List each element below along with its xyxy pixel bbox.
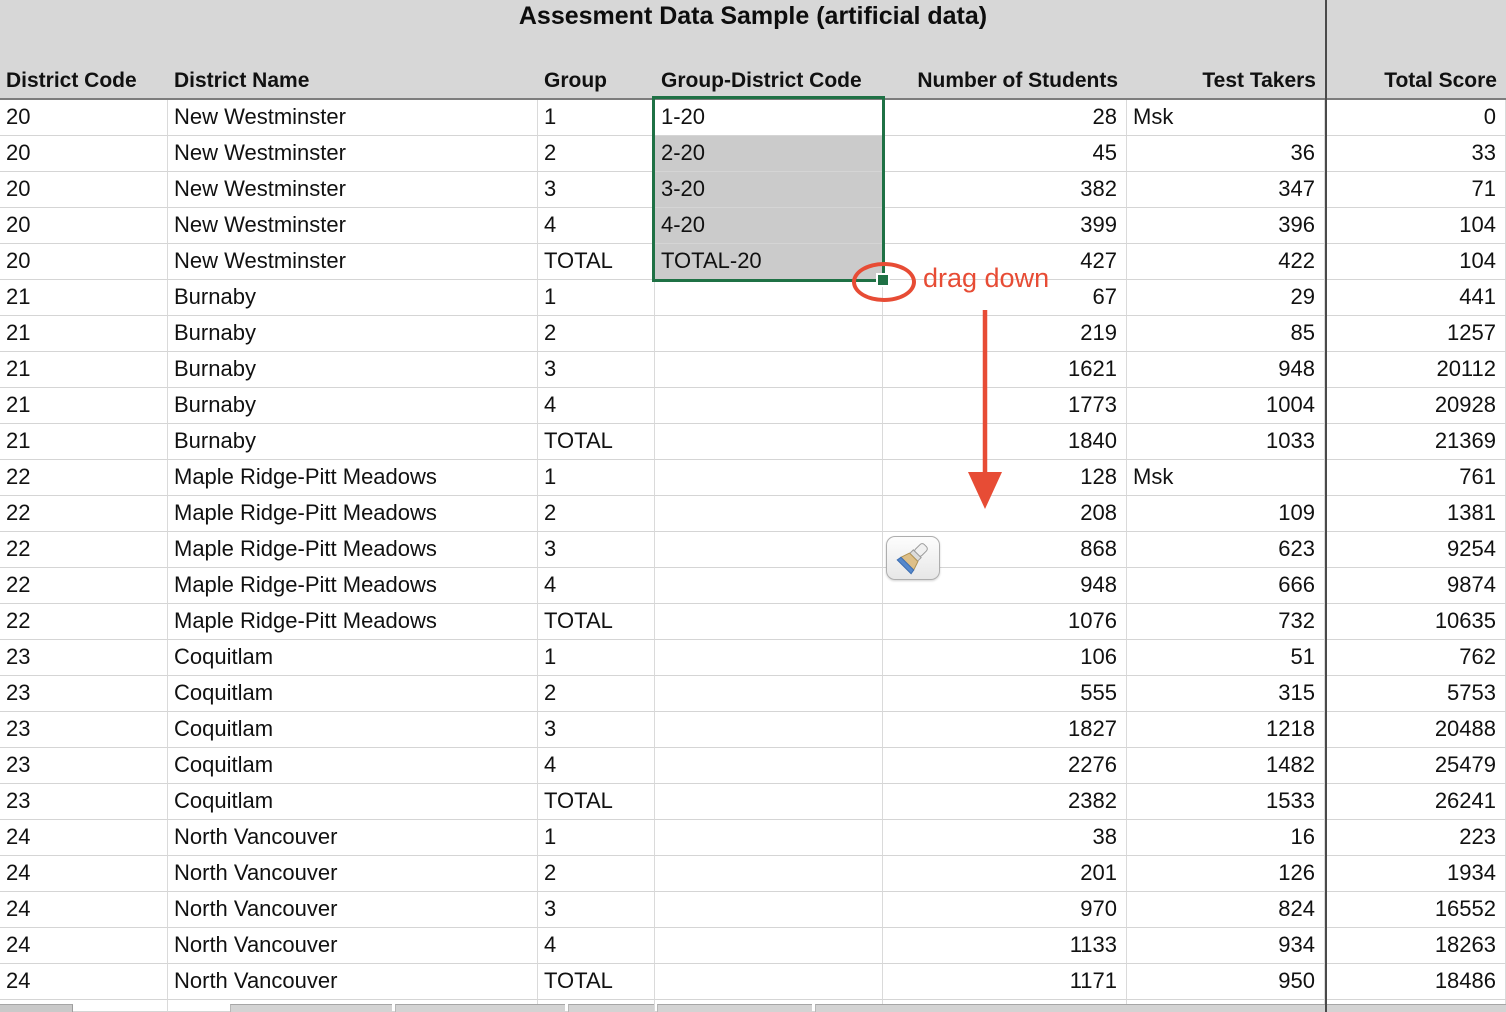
cell[interactable]: TOTAL <box>538 604 655 640</box>
cell[interactable]: 25479 <box>1325 748 1506 784</box>
cell[interactable]: 21 <box>0 316 168 352</box>
cell[interactable]: 9874 <box>1325 568 1506 604</box>
cell[interactable]: 5753 <box>1325 676 1506 712</box>
cell[interactable]: 4 <box>538 208 655 244</box>
cell[interactable] <box>655 892 883 928</box>
cell[interactable]: 104 <box>1325 208 1506 244</box>
cell[interactable] <box>655 424 883 460</box>
cell[interactable]: 1 <box>538 100 655 136</box>
cell[interactable]: North Vancouver <box>168 964 538 1000</box>
cell[interactable]: 2 <box>538 856 655 892</box>
table-row <box>0 964 1506 1000</box>
cell[interactable]: 555 <box>883 676 1127 712</box>
cell[interactable]: Coquitlam <box>168 712 538 748</box>
cell[interactable]: 382 <box>883 172 1127 208</box>
cell[interactable]: 1004 <box>1127 388 1325 424</box>
table-row <box>0 568 1506 604</box>
cell[interactable]: 4 <box>538 928 655 964</box>
fill-handle[interactable] <box>878 275 888 285</box>
cell[interactable]: 24 <box>0 928 168 964</box>
cell[interactable]: 762 <box>1325 640 1506 676</box>
sheet-tab-scroll[interactable] <box>0 1004 73 1012</box>
sheet-tab[interactable] <box>657 1004 812 1012</box>
sheet-tab[interactable] <box>568 1004 654 1012</box>
cell[interactable]: 22 <box>0 496 168 532</box>
cell[interactable]: 21369 <box>1325 424 1506 460</box>
sheet-tab[interactable] <box>230 1004 392 1012</box>
cell[interactable]: North Vancouver <box>168 820 538 856</box>
cell[interactable]: 824 <box>1127 892 1325 928</box>
cell[interactable] <box>655 496 883 532</box>
cell[interactable]: 3 <box>538 712 655 748</box>
column-header-group_district_code[interactable]: Group-District Code <box>661 69 862 92</box>
cell[interactable]: 18263 <box>1325 928 1506 964</box>
cell[interactable]: 20 <box>0 172 168 208</box>
cell[interactable] <box>655 928 883 964</box>
cell[interactable]: 3 <box>538 172 655 208</box>
cell[interactable]: 3 <box>538 532 655 568</box>
cell[interactable]: Coquitlam <box>168 676 538 712</box>
paintbrush-icon <box>894 539 932 577</box>
table-row <box>0 820 1506 856</box>
table-row <box>0 892 1506 928</box>
cell[interactable]: 1621 <box>883 352 1127 388</box>
cell[interactable]: 2 <box>538 136 655 172</box>
cell[interactable]: 2 <box>538 676 655 712</box>
cell[interactable]: 4-20 <box>655 208 883 244</box>
cell[interactable]: 109 <box>1127 496 1325 532</box>
cell[interactable]: 16 <box>1127 820 1325 856</box>
cell[interactable] <box>655 820 883 856</box>
table-row <box>0 532 1506 568</box>
table-row <box>0 136 1506 172</box>
cell[interactable]: 1 <box>538 280 655 316</box>
cell[interactable]: 1257 <box>1325 316 1506 352</box>
cell[interactable]: 948 <box>1127 352 1325 388</box>
cell[interactable]: Maple Ridge-Pitt Meadows <box>168 496 538 532</box>
header-row <box>0 64 1506 100</box>
sheet-tab-strip <box>0 1004 1506 1012</box>
cell[interactable]: 21 <box>0 352 168 388</box>
column-header-total_score[interactable]: Total Score <box>1384 69 1497 92</box>
cell[interactable]: 22 <box>0 532 168 568</box>
cell[interactable]: 23 <box>0 640 168 676</box>
cell[interactable]: 970 <box>883 892 1127 928</box>
cell[interactable]: TOTAL-20 <box>655 244 883 280</box>
table-row <box>0 424 1506 460</box>
cell[interactable]: 24 <box>0 820 168 856</box>
cell[interactable]: 28 <box>883 100 1127 136</box>
cell[interactable]: 24 <box>0 964 168 1000</box>
table-row <box>0 352 1506 388</box>
table-row <box>0 748 1506 784</box>
column-header-district_name[interactable]: District Name <box>174 69 310 92</box>
cell[interactable]: 21 <box>0 424 168 460</box>
title-band <box>0 0 1506 64</box>
cell[interactable]: Burnaby <box>168 388 538 424</box>
cell[interactable]: 20928 <box>1325 388 1506 424</box>
cell[interactable]: 23 <box>0 784 168 820</box>
cell[interactable]: 1 <box>538 460 655 496</box>
cell[interactable]: 21 <box>0 280 168 316</box>
cell[interactable]: 23 <box>0 712 168 748</box>
cell[interactable]: 868 <box>883 532 1127 568</box>
cell[interactable]: Burnaby <box>168 424 538 460</box>
cell[interactable] <box>655 532 883 568</box>
cell[interactable]: Maple Ridge-Pitt Meadows <box>168 604 538 640</box>
cell[interactable]: 128 <box>883 460 1127 496</box>
cell[interactable]: Coquitlam <box>168 640 538 676</box>
cell[interactable]: 18486 <box>1325 964 1506 1000</box>
table-row <box>0 928 1506 964</box>
table-row <box>0 280 1506 316</box>
cell[interactable]: 1218 <box>1127 712 1325 748</box>
cell[interactable]: 1827 <box>883 712 1127 748</box>
cell[interactable]: 4 <box>538 748 655 784</box>
cell[interactable]: TOTAL <box>538 964 655 1000</box>
cell[interactable]: 1133 <box>883 928 1127 964</box>
drag-down-label: drag down <box>923 263 1050 293</box>
table-row <box>0 856 1506 892</box>
cell[interactable]: 732 <box>1127 604 1325 640</box>
cell[interactable]: Coquitlam <box>168 784 538 820</box>
cell[interactable]: 950 <box>1127 964 1325 1000</box>
cell[interactable]: 106 <box>883 640 1127 676</box>
cell[interactable]: 396 <box>1127 208 1325 244</box>
cell[interactable]: 24 <box>0 892 168 928</box>
cell[interactable]: 20 <box>0 244 168 280</box>
cell[interactable]: TOTAL <box>538 424 655 460</box>
cell[interactable]: 3 <box>538 892 655 928</box>
cell[interactable]: 1-20 <box>655 100 883 136</box>
cell[interactable]: Maple Ridge-Pitt Meadows <box>168 532 538 568</box>
cell[interactable] <box>655 604 883 640</box>
cell[interactable]: Burnaby <box>168 280 538 316</box>
cell[interactable]: 422 <box>1127 244 1325 280</box>
cell[interactable]: North Vancouver <box>168 928 538 964</box>
cell[interactable]: 67 <box>883 280 1127 316</box>
table-row <box>0 100 1506 136</box>
cell[interactable]: Burnaby <box>168 352 538 388</box>
cell[interactable]: 29 <box>1127 280 1325 316</box>
cell[interactable]: 761 <box>1325 460 1506 496</box>
cell[interactable]: TOTAL <box>538 784 655 820</box>
cell[interactable]: 9254 <box>1325 532 1506 568</box>
cell[interactable]: Burnaby <box>168 316 538 352</box>
cell[interactable]: 201 <box>883 856 1127 892</box>
table-row <box>0 640 1506 676</box>
cell[interactable]: 623 <box>1127 532 1325 568</box>
cell[interactable]: New Westminster <box>168 244 538 280</box>
cell[interactable]: 85 <box>1127 316 1325 352</box>
cell[interactable]: 208 <box>883 496 1127 532</box>
cell[interactable]: 104 <box>1325 244 1506 280</box>
table-row <box>0 604 1506 640</box>
cell[interactable]: 399 <box>883 208 1127 244</box>
cell[interactable]: 1076 <box>883 604 1127 640</box>
cell[interactable] <box>655 388 883 424</box>
cell[interactable]: 23 <box>0 676 168 712</box>
cell[interactable]: 33 <box>1325 136 1506 172</box>
cell[interactable]: 22 <box>0 460 168 496</box>
cell[interactable]: 24 <box>0 856 168 892</box>
cell[interactable]: 2382 <box>883 784 1127 820</box>
cell[interactable]: 4 <box>538 388 655 424</box>
cell[interactable]: 1171 <box>883 964 1127 1000</box>
cell[interactable] <box>655 856 883 892</box>
fill-options-button[interactable] <box>886 536 940 580</box>
cell[interactable]: 21 <box>0 388 168 424</box>
table-row <box>0 460 1506 496</box>
cell[interactable] <box>655 640 883 676</box>
cell[interactable]: 16552 <box>1325 892 1506 928</box>
cell[interactable]: 71 <box>1325 172 1506 208</box>
table-row <box>0 244 1506 280</box>
cell[interactable]: 3-20 <box>655 172 883 208</box>
cell[interactable]: 1533 <box>1127 784 1325 820</box>
cell[interactable]: North Vancouver <box>168 856 538 892</box>
cell[interactable]: New Westminster <box>168 136 538 172</box>
cell[interactable]: 45 <box>883 136 1127 172</box>
cell[interactable]: 666 <box>1127 568 1325 604</box>
table-row <box>0 316 1506 352</box>
cell[interactable]: 1033 <box>1127 424 1325 460</box>
cell[interactable]: New Westminster <box>168 208 538 244</box>
page-break-divider <box>1325 0 1327 1012</box>
cell[interactable] <box>655 316 883 352</box>
cell[interactable]: 20 <box>0 136 168 172</box>
cell[interactable]: 2-20 <box>655 136 883 172</box>
cell[interactable]: 1482 <box>1127 748 1325 784</box>
page-title: Assesment Data Sample (artificial data) <box>518 2 988 30</box>
cell[interactable]: 20 <box>0 100 168 136</box>
cell[interactable]: Msk <box>1127 100 1325 136</box>
cell[interactable]: 948 <box>883 568 1127 604</box>
cell[interactable]: 315 <box>1127 676 1325 712</box>
table-row <box>0 784 1506 820</box>
cell[interactable]: 0 <box>1325 100 1506 136</box>
cell[interactable]: 51 <box>1127 640 1325 676</box>
cell[interactable]: Maple Ridge-Pitt Meadows <box>168 460 538 496</box>
cell[interactable]: New Westminster <box>168 172 538 208</box>
column-header-group[interactable]: Group <box>544 69 607 92</box>
cell[interactable]: 2276 <box>883 748 1127 784</box>
cell[interactable] <box>655 352 883 388</box>
cell[interactable]: 22 <box>0 604 168 640</box>
cell[interactable]: 347 <box>1127 172 1325 208</box>
table-row <box>0 676 1506 712</box>
table-row <box>0 496 1506 532</box>
cell[interactable]: 23 <box>0 748 168 784</box>
cell[interactable]: Msk <box>1127 460 1325 496</box>
cell[interactable] <box>655 280 883 316</box>
cell[interactable]: 36 <box>1127 136 1325 172</box>
cell[interactable]: North Vancouver <box>168 892 538 928</box>
table-row <box>0 388 1506 424</box>
sheet-tab[interactable] <box>815 1004 1506 1012</box>
cell[interactable]: 1 <box>538 640 655 676</box>
cell[interactable]: 1381 <box>1325 496 1506 532</box>
cell[interactable]: Maple Ridge-Pitt Meadows <box>168 568 538 604</box>
cell[interactable]: 1773 <box>883 388 1127 424</box>
cell[interactable] <box>655 676 883 712</box>
grid-body <box>0 100 1506 1012</box>
cell[interactable] <box>655 568 883 604</box>
cell[interactable]: New Westminster <box>168 100 538 136</box>
cell[interactable]: 1840 <box>883 424 1127 460</box>
cell[interactable]: Coquitlam <box>168 748 538 784</box>
cell[interactable]: 4 <box>538 568 655 604</box>
cell[interactable]: 219 <box>883 316 1127 352</box>
cell[interactable]: TOTAL <box>538 244 655 280</box>
cell[interactable] <box>655 712 883 748</box>
cell[interactable]: 223 <box>1325 820 1506 856</box>
cell[interactable]: 10635 <box>1325 604 1506 640</box>
table-row <box>0 712 1506 748</box>
cell[interactable] <box>655 784 883 820</box>
table-row <box>0 172 1506 208</box>
cell[interactable]: 934 <box>1127 928 1325 964</box>
cell[interactable] <box>655 460 883 496</box>
sheet-tab[interactable] <box>395 1004 565 1012</box>
cell[interactable]: 126 <box>1127 856 1325 892</box>
cell[interactable]: 1 <box>538 820 655 856</box>
cell[interactable]: 20488 <box>1325 712 1506 748</box>
column-header-district_code[interactable]: District Code <box>6 69 137 92</box>
cell[interactable]: 20 <box>0 208 168 244</box>
column-header-test_takers[interactable]: Test Takers <box>1202 69 1316 92</box>
cell[interactable]: 22 <box>0 568 168 604</box>
cell[interactable] <box>655 748 883 784</box>
cell[interactable]: 38 <box>883 820 1127 856</box>
cell[interactable]: 2 <box>538 496 655 532</box>
column-header-number_of_students[interactable]: Number of Students <box>917 69 1118 92</box>
cell[interactable]: 26241 <box>1325 784 1506 820</box>
cell[interactable]: 1934 <box>1325 856 1506 892</box>
cell[interactable]: 441 <box>1325 280 1506 316</box>
cell[interactable]: 427 <box>883 244 1127 280</box>
cell[interactable] <box>655 964 883 1000</box>
cell[interactable]: 3 <box>538 352 655 388</box>
table-row <box>0 208 1506 244</box>
cell[interactable]: 20112 <box>1325 352 1506 388</box>
cell[interactable]: 2 <box>538 316 655 352</box>
